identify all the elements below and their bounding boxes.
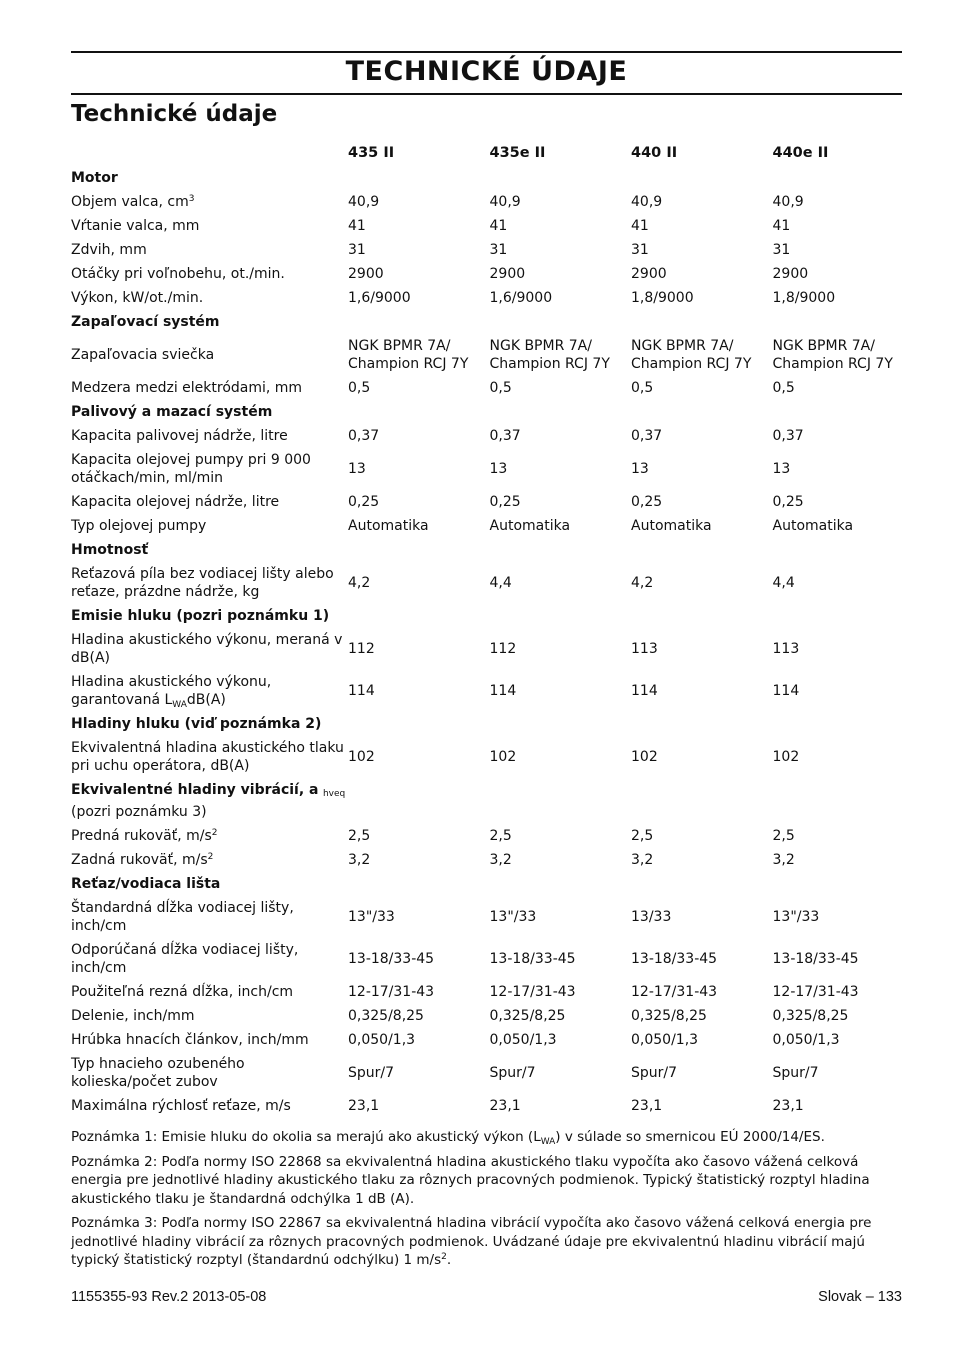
table-cell: 13-18/33-45 — [631, 951, 718, 967]
cell-line: NGK BPMR 7A/ — [348, 338, 451, 354]
section-row — [71, 310, 903, 334]
table-cell: 113 — [772, 641, 800, 657]
table-row — [71, 448, 903, 490]
section-label-note: (pozri poznámku 3) — [71, 804, 207, 820]
table-cell: 2,5 — [489, 828, 512, 844]
subscript: WA — [540, 1137, 556, 1147]
table-cell: 102 — [772, 749, 800, 765]
cell-line: NGK BPMR 7A/ — [489, 338, 592, 354]
superscript: 3 — [188, 194, 195, 204]
table-cell: 40,9 — [489, 194, 521, 210]
table-cell — [631, 334, 773, 376]
table-cell: Spur/7 — [348, 1065, 395, 1081]
column-header: 435 II — [348, 145, 395, 161]
table-cell: Spur/7 — [489, 1065, 536, 1081]
table-cell: 2900 — [489, 266, 526, 282]
table-row — [71, 628, 903, 670]
table-row — [71, 238, 903, 262]
table-cell: 112 — [348, 641, 375, 657]
table-cell: 0,5 — [489, 380, 512, 396]
section-label: Palivový a mazací systém — [71, 404, 273, 420]
table-cell: 114 — [348, 683, 375, 699]
table-cell: 1,6/9000 — [348, 290, 411, 306]
table-row — [71, 980, 903, 1004]
page-header-title: TECHNICKÉ ÚDAJE — [345, 56, 628, 87]
table-row — [71, 670, 903, 712]
table-row — [71, 938, 903, 980]
table-row — [71, 562, 903, 604]
row-label: Hladina akustického výkonu, meraná v dB(A) — [71, 632, 343, 666]
table-row — [71, 262, 903, 286]
section-label: Zapaľovací systém — [71, 314, 220, 330]
table-cell: 31 — [489, 242, 508, 258]
row-label: Hrúbka hnacích článkov, inch/mm — [71, 1032, 309, 1048]
table-cell: 102 — [348, 749, 375, 765]
table-cell: 0,37 — [348, 428, 380, 444]
row-label — [71, 824, 348, 848]
table-cell: 3,2 — [348, 852, 371, 868]
row-label: Reťazová píla bez vodiacej lišty alebo reťaze, prázdne nádrže, kg — [71, 566, 334, 600]
section-label: Reťaz/vodiaca lišta — [71, 876, 221, 892]
column-header: 440e II — [772, 145, 829, 161]
table-cell: 0,5 — [348, 380, 371, 396]
row-label: Delenie, inch/mm — [71, 1008, 195, 1024]
footnote-3 — [71, 1214, 902, 1270]
superscript: 2 — [441, 1252, 447, 1262]
table-cell: 40,9 — [631, 194, 663, 210]
row-label: Výkon, kW/ot./min. — [71, 290, 204, 306]
table-cell: 0,050/1,3 — [348, 1032, 416, 1048]
row-label: Vŕtanie valca, mm — [71, 218, 200, 234]
superscript: 2 — [207, 852, 214, 862]
footnote-text: . — [446, 1252, 452, 1268]
table-row — [71, 896, 903, 938]
table-cell: 12-17/31-43 — [348, 984, 435, 1000]
row-label: Použiteľná rezná dĺžka, inch/cm — [71, 984, 294, 1000]
footnote-1 — [71, 1128, 902, 1147]
table-cell: 3,2 — [772, 852, 795, 868]
table-cell: 4,2 — [631, 575, 654, 591]
footnote-text: Poznámka 1: Emisie hluku do okolia sa merajú ako akustický výkon (L — [71, 1129, 541, 1145]
row-label: Maximálna rýchlosť reťaze, m/s — [71, 1098, 291, 1114]
footnotes — [71, 1128, 902, 1276]
table-cell: 0,5 — [772, 380, 795, 396]
table-row — [71, 424, 903, 448]
row-label: Medzera medzi elektródami, mm — [71, 380, 303, 396]
table-cell: 13"/33 — [348, 909, 395, 925]
section-label: Emisie hluku (pozri poznámku 1) — [71, 608, 330, 624]
table-cell: 31 — [631, 242, 649, 258]
row-label: Typ hnacieho ozubeného kolieska/počet zubov — [71, 1056, 245, 1090]
table-row — [71, 490, 903, 514]
table-cell: 23,1 — [772, 1098, 804, 1114]
table-row — [71, 824, 903, 848]
table-cell: 23,1 — [348, 1098, 380, 1114]
header-empty-cell — [71, 141, 348, 166]
table-row — [71, 286, 903, 310]
table-cell: 1,6/9000 — [489, 290, 553, 306]
table-cell: 23,1 — [631, 1098, 663, 1114]
section-label — [71, 778, 903, 824]
table-cell: 13-18/33-45 — [772, 951, 859, 967]
table-cell: 102 — [631, 749, 658, 765]
table-cell: 12-17/31-43 — [489, 984, 576, 1000]
row-label-text: Zadná rukoväť, m/s — [71, 852, 208, 868]
row-label: Zdvih, mm — [71, 242, 147, 258]
table-cell: 0,37 — [489, 428, 521, 444]
table-cell: Spur/7 — [772, 1065, 819, 1081]
table-cell: 41 — [348, 218, 366, 234]
row-label — [71, 670, 348, 712]
superscript: 2 — [211, 828, 218, 838]
table-cell: 12-17/31-43 — [772, 984, 859, 1000]
section-row — [71, 400, 903, 424]
table-cell: Spur/7 — [631, 1065, 678, 1081]
table-cell: 0,5 — [631, 380, 654, 396]
row-label: Kapacita olejovej pumpy pri 9 000 otáčkach/min, ml/min — [71, 452, 311, 486]
section-row — [71, 538, 903, 562]
row-label: Štandardná dĺžka vodiacej lišty, inch/cm — [71, 900, 294, 934]
table-row — [71, 1004, 903, 1028]
table-cell: 13"/33 — [489, 909, 537, 925]
table-row — [71, 514, 903, 538]
table-cell: 13"/33 — [772, 909, 820, 925]
row-label-text: Objem valca, cm — [71, 194, 189, 210]
row-label — [71, 848, 348, 872]
table-row — [71, 214, 903, 238]
table-cell: 114 — [489, 683, 517, 699]
table-cell: 4,2 — [348, 575, 371, 591]
footnote-text: Poznámka 3: Podľa normy ISO 22867 sa ekvivalentná hladina vibrácií vypočíta ako časovo vážená celková energia pre jednotlivé hladiny vibrácií za rôznych pracovných podmienok. Uvádzané údaje pre ekvivalentnú hladinu vibrácií majú typický štatistický rozptyl (štandardnú odchýlku) 1 m/s — [71, 1215, 872, 1268]
table-cell: 114 — [772, 683, 800, 699]
section-row — [71, 778, 903, 824]
table-cell: 13-18/33-45 — [489, 951, 576, 967]
table-cell: 112 — [489, 641, 517, 657]
table-cell: 41 — [631, 218, 649, 234]
table-cell: 0,25 — [489, 494, 521, 510]
section-row — [71, 166, 903, 190]
section-row — [71, 604, 903, 628]
table-row — [71, 1028, 903, 1052]
table-cell: 40,9 — [772, 194, 804, 210]
table-cell: 13-18/33-45 — [348, 951, 435, 967]
table-cell: 0,37 — [631, 428, 663, 444]
cell-line: NGK BPMR 7A/ — [772, 338, 875, 354]
table-cell: 114 — [631, 683, 658, 699]
footnote-2: Poznámka 2: Podľa normy ISO 22868 sa ekvivalentná hladina akustického tlaku vypočíta ako časovo vážená celková energia pre jednotlivé hladiny akustického tlaku za rôznych pracovných podmienok. Typický štatistický rozptyl hladina akustického tlaku je štandardná odchýlka 1 dB (A). — [71, 1153, 870, 1207]
row-label: Odporúčaná dĺžka vodiacej lišty, inch/cm — [71, 942, 299, 976]
table-cell: 2900 — [772, 266, 809, 282]
row-label: Kapacita palivovej nádrže, litre — [71, 428, 288, 444]
subscript: hveq — [322, 789, 346, 799]
table-cell — [490, 334, 632, 376]
section-label: Hladiny hluku (viď poznámka 2) — [71, 716, 322, 732]
header-top-rule — [71, 51, 902, 53]
table-cell: 4,4 — [489, 575, 512, 591]
row-label-text: Predná rukoväť, m/s — [71, 828, 212, 844]
table-cell: 113 — [631, 641, 658, 657]
table-cell: 0,25 — [348, 494, 380, 510]
spec-table — [71, 141, 903, 1118]
row-label: Typ olejovej pumpy — [71, 518, 207, 534]
table-cell: 31 — [772, 242, 791, 258]
section-label: Motor — [71, 170, 118, 186]
table-row — [71, 848, 903, 872]
table-cell: 0,37 — [772, 428, 804, 444]
table-cell: 23,1 — [489, 1098, 521, 1114]
table-row — [71, 190, 903, 214]
table-cell: 2,5 — [772, 828, 795, 844]
table-cell: 13 — [631, 461, 649, 477]
table-row — [71, 736, 903, 778]
table-cell: 4,4 — [772, 575, 795, 591]
subscript: WA — [172, 700, 187, 710]
table-cell: 31 — [348, 242, 366, 258]
table-cell: 0,050/1,3 — [489, 1032, 557, 1048]
table-cell: 0,325/8,25 — [348, 1008, 424, 1024]
table-cell: 3,2 — [489, 852, 512, 868]
table-cell: 0,325/8,25 — [772, 1008, 849, 1024]
table-cell: 1,8/9000 — [772, 290, 836, 306]
cell-line: Champion RCJ 7Y — [348, 356, 469, 372]
cell-line: Champion RCJ 7Y — [631, 356, 752, 372]
table-cell: 13 — [489, 461, 508, 477]
cell-line: Champion RCJ 7Y — [772, 356, 893, 372]
row-label-text: Hladina akustického výkonu, garantovaná L — [71, 674, 272, 708]
column-header: 440 II — [631, 145, 678, 161]
row-label: Otáčky pri voľnobehu, ot./min. — [71, 266, 285, 282]
table-row — [71, 1052, 903, 1094]
section-title: Technické údaje — [71, 101, 278, 127]
table-cell: 0,050/1,3 — [631, 1032, 699, 1048]
table-cell: 0,325/8,25 — [631, 1008, 707, 1024]
row-label: Zapaľovacia sviečka — [71, 347, 215, 363]
table-row — [71, 376, 903, 400]
table-cell: 1,8/9000 — [631, 290, 694, 306]
table-cell: 13 — [348, 461, 366, 477]
table-cell: 40,9 — [348, 194, 380, 210]
table-cell: 0,325/8,25 — [489, 1008, 566, 1024]
section-row — [71, 872, 903, 896]
row-label: Ekvivalentná hladina akustického tlaku pri uchu operátora, dB(A) — [71, 740, 344, 774]
table-row — [71, 334, 903, 376]
section-label: Hmotnosť — [71, 542, 149, 558]
table-cell: 13 — [772, 461, 791, 477]
table-cell: 3,2 — [631, 852, 654, 868]
section-row — [71, 712, 903, 736]
table-cell: Automatika — [348, 518, 429, 534]
table-cell: Automatika — [489, 518, 571, 534]
table-cell: 13/33 — [631, 909, 672, 925]
table-cell: 0,25 — [772, 494, 804, 510]
table-cell: 2,5 — [631, 828, 654, 844]
table-cell: 2900 — [631, 266, 667, 282]
table-cell: 12-17/31-43 — [631, 984, 718, 1000]
table-cell: 2,5 — [348, 828, 371, 844]
table-cell: 2900 — [348, 266, 384, 282]
table-cell: 0,25 — [631, 494, 663, 510]
row-label — [71, 190, 348, 214]
table-cell: Automatika — [631, 518, 712, 534]
table-cell: 0,050/1,3 — [772, 1032, 840, 1048]
cell-line: NGK BPMR 7A/ — [631, 338, 734, 354]
section-label-bold: Ekvivalentné hladiny vibrácií, a — [71, 782, 319, 798]
column-header: 435e II — [489, 145, 546, 161]
footnote-text: ) v súlade so smernicou EÚ 2000/14/ES. — [555, 1129, 825, 1145]
row-label: Kapacita olejovej nádrže, litre — [71, 494, 280, 510]
table-cell: Automatika — [772, 518, 854, 534]
table-cell: 41 — [489, 218, 508, 234]
table-cell — [773, 334, 903, 376]
footer-document-id: 1155355-93 Rev.2 2013-05-08 — [71, 1289, 267, 1305]
table-cell — [348, 334, 490, 376]
table-cell: 102 — [489, 749, 517, 765]
table-row — [71, 1094, 903, 1118]
row-label-unit: dB(A) — [186, 692, 226, 708]
footer-page-number: Slovak – 133 — [818, 1289, 902, 1305]
table-header-row — [71, 141, 903, 166]
table-cell: 41 — [772, 218, 791, 234]
header-bottom-rule — [71, 93, 902, 95]
cell-line: Champion RCJ 7Y — [489, 356, 610, 372]
